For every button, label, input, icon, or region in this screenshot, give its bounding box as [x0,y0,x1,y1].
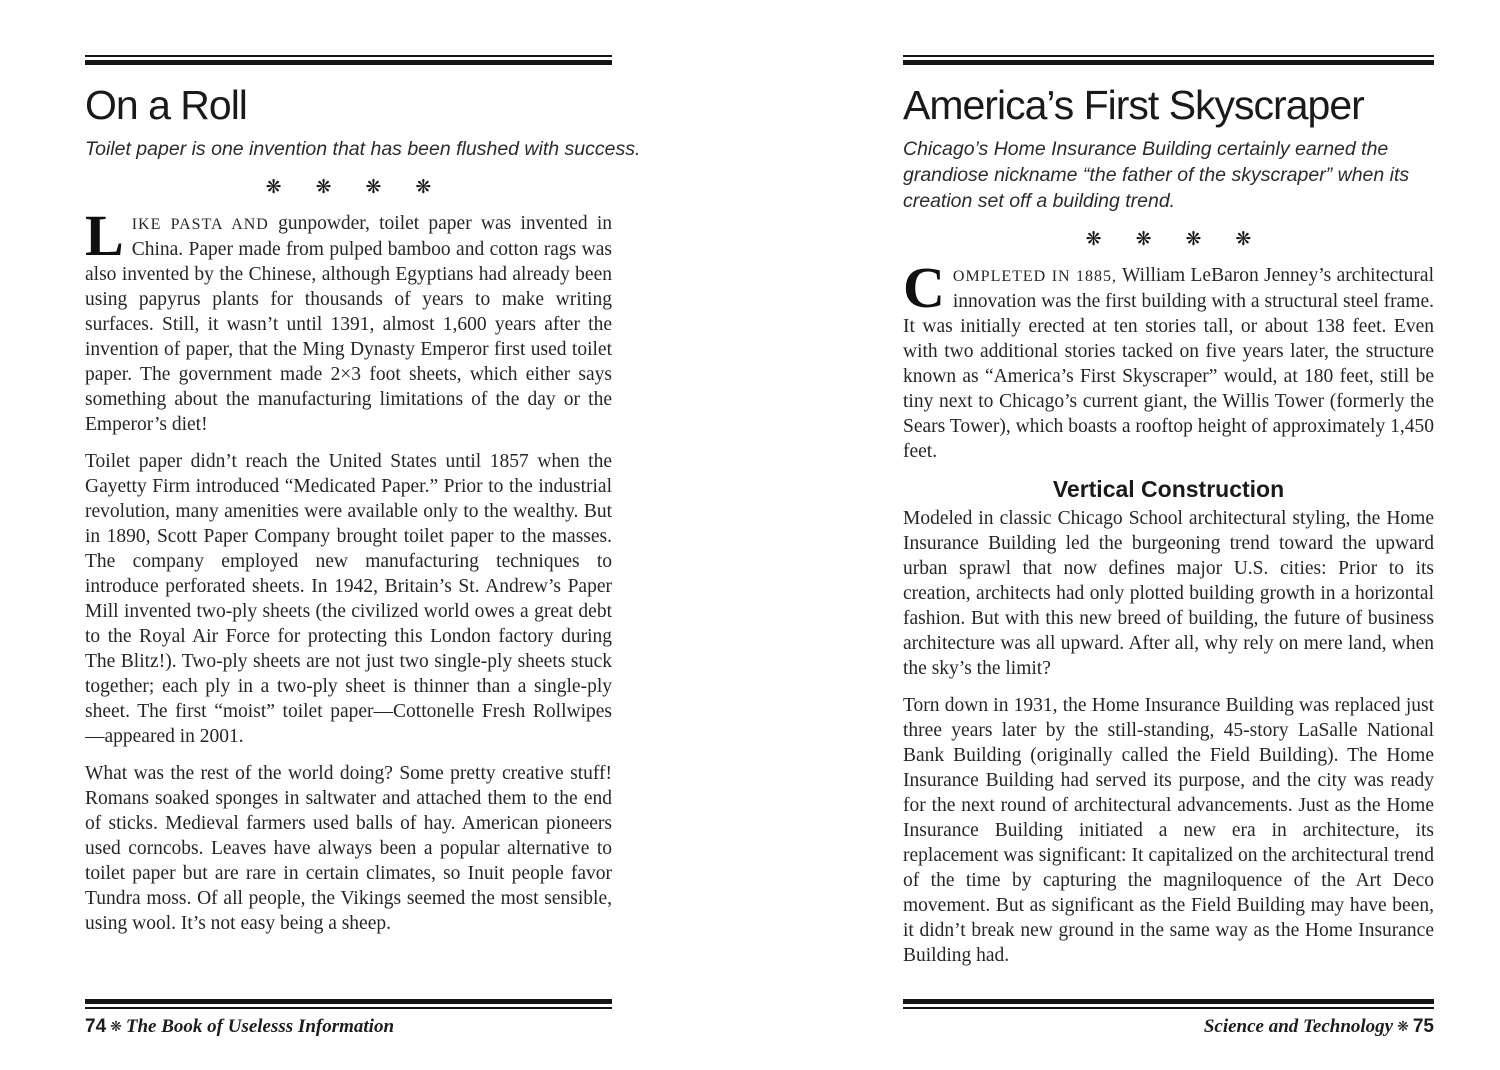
article-subtitle: Chicago’s Home Insurance Building certainly earned the grandiose nickname “the father of the skyscraper” when its creation set off a building trend. [903,138,1410,213]
paragraph [85,203,612,437]
page-title: On a Roll [85,82,247,128]
paragraph: Modeled in classic Chicago School architectural styling, the Home Insurance Building led the burgeoning trend toward the upward urban sprawl that now defines major U.S. cities: Prior to its creation, architects had only plotted building growth in a horizontal fashion. But with this new breed of building, the future of business architecture was all upward. After all, why rely on mere land, when the sky’s the limit? [903,508,1434,680]
ornament-row [903,228,1434,251]
footer-rule-left [85,999,612,1009]
paragraph: What was the rest of the world doing? Some pretty creative stuff! Romans soaked sponges in saltwater and attached them to the end of sticks. Medieval farmers used balls of hay. American pioneers used corncobs. Leaves have always been a popular alternative to toilet paper but are rare in certain climates, so Inuit people favor Tundra moss. Of all people, the Vikings seemed the most sensible, using wool. It’s not easy being a sheep. [85,763,612,935]
section-subheading: Vertical Construction [1052,476,1285,503]
drop-cap: L [85,203,124,269]
folio-right [903,1016,1434,1038]
asterisk-ornament-icon: ❋ [315,177,332,199]
paragraph: Torn down in 1931, the Home Insurance Building was replaced just three years later by the still-standing, 45-story LaSalle National Bank Building (originally called the Field Building). The Home Insurance Building had served its purpose, and the city was ready for the next round of architectural advancements. Just as the Home Insurance Building initiated a new era in architecture, its replacement was significant: It capitalized on the architectural trend of the time by capturing the magniloquence of the Art Deco movement. But as significant as the Field Building may have been, it didn’t break new ground in the same way as the Home Insurance Building had. [903,695,1434,967]
header-rule-right [903,55,1434,65]
asterisk-ornament-icon: ❋ [415,177,432,199]
ornament-row [85,176,612,199]
paragraph [903,255,1434,464]
paragraph: Toilet paper didn’t reach the United States until 1857 when the Gayetty Firm introduced “Medicated Paper.” Prior to the industrial revolution, many amenities were available only to the wealthy. But in 1890, Scott Paper Company brought toilet paper to the masses. The company employed new manufacturing techniques to introduce perforated sheets. In 1942, Britain’s St. Andrew’s Paper Mill invented two-ply sheets (the civilized world owes a great debt to the Royal Air Force for protecting this London factory during The Blitz!). Two-ply sheets are not just two single-ply sheets stuck together; each ply in a two-ply sheet is thinner than a single-ply sheet. The first “moist” toilet paper—Cottonelle Fresh Rollwipes—appeared in 2001. [85,451,612,748]
page-left [85,55,641,1038]
section-name: Science and Technology [1203,1016,1394,1037]
article-subtitle: Toilet paper is one invention that has been flushed with success. [85,138,641,161]
asterisk-ornament-icon: ❋ [1185,229,1202,251]
asterisk-ornament-icon: ❋ [265,177,282,199]
footer-rule-right [903,999,1434,1009]
paragraph-text: gunpowder, toilet paper was invented in China. Paper made from pulped bamboo and cotton rags was also invented by the Chinese, although Egyptians had already been using papyrus plants for thousands of years to make writing surfaces. Still, it wasn’t until 1391, almost 1,600 years after the invention of paper, that the Ming Dynasty Emperor first used toilet paper. The government made 2×3 foot sheets, which either says something about the manufacturing limitations of the day or the Emperor’s diet! [85,213,612,436]
page-title: America’s First Skyscraper [903,82,1364,128]
page-number: 75 [1412,1016,1434,1037]
page-right [903,55,1434,1038]
header-rule-left [85,55,612,65]
page-footer-left [85,999,612,1038]
small-caps-lead-in: IKE PASTA AND [131,216,269,234]
small-caps-lead-in: OMPLETED IN 1885, [952,268,1118,286]
folio-left [85,1016,612,1038]
page-number: 74 [85,1016,107,1037]
paragraph-text: William LeBaron Jenney’s architectural innovation was the first building with a structural steel frame. It was initially erected at ten stories tall, or about 138 feet. Even with two additional stories tacked on five years later, the structure known as “America’s First Skyscraper” would, at 180 feet, still be tiny next to Chicago’s current giant, the Willis Tower (formerly the Sears Tower), which boasts a rooftop height of approximately 1,450 feet. [903,265,1434,463]
drop-cap: C [903,255,945,321]
asterisk-ornament-icon: ❋ [1397,1020,1409,1035]
asterisk-ornament-icon: ❋ [110,1020,122,1035]
page-footer-right [903,999,1434,1038]
asterisk-ornament-icon: ❋ [1085,229,1102,251]
asterisk-ornament-icon: ❋ [1135,229,1152,251]
asterisk-ornament-icon: ❋ [1235,229,1252,251]
asterisk-ornament-icon: ❋ [365,177,382,199]
book-title: The Book of Uselesss Information [125,1016,395,1037]
